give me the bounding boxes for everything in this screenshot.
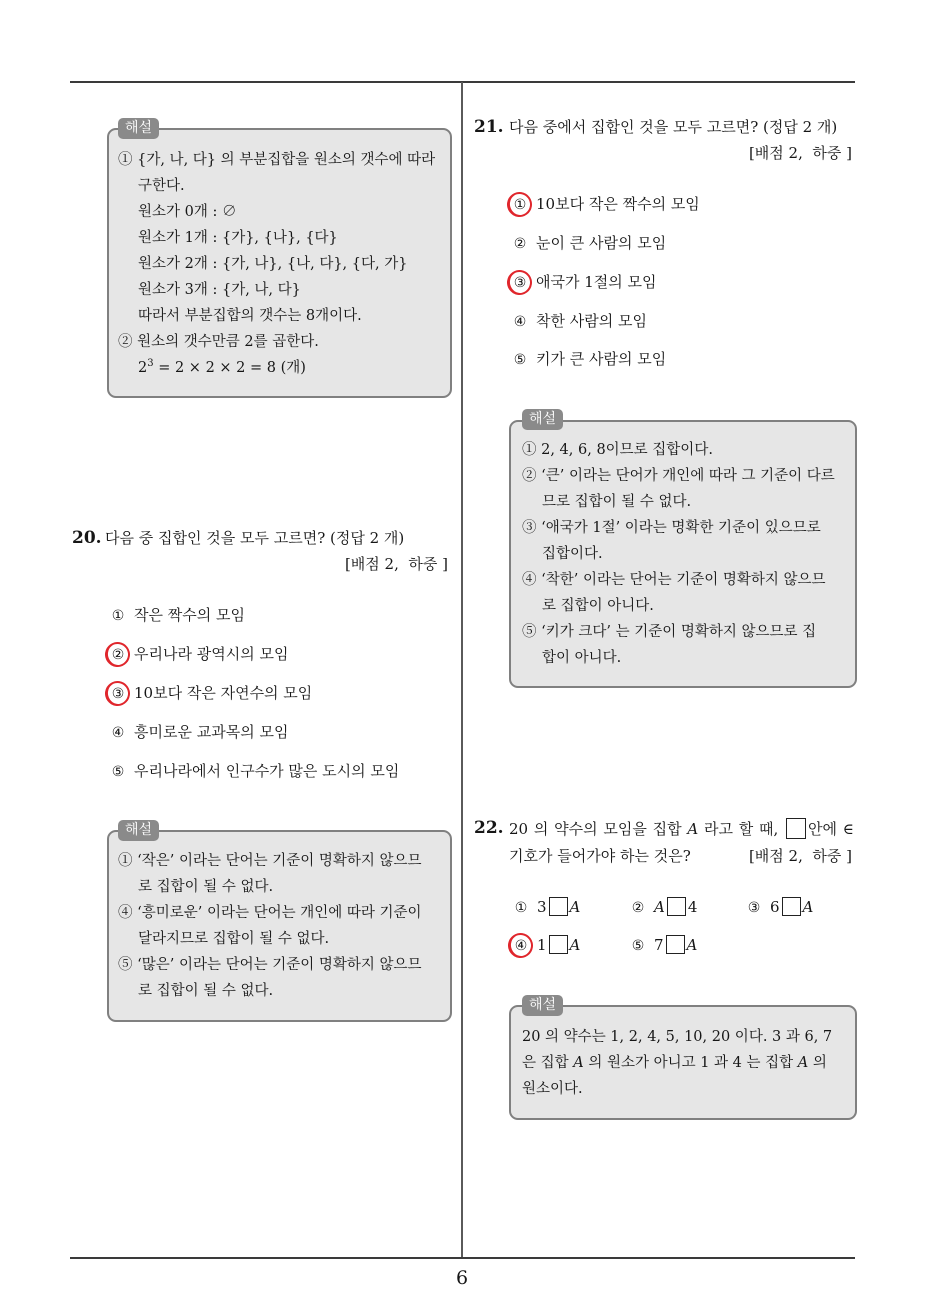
option-text: 애국가 1절의 모임 <box>536 273 657 291</box>
option-number-glyph: ⑤ <box>513 352 527 368</box>
option-4 <box>513 935 580 955</box>
option-number-glyph: ④ <box>111 725 125 741</box>
set-variable: A <box>573 1055 584 1071</box>
explanation-text: 의 <box>808 1055 827 1071</box>
formula-exponent: 3 <box>147 358 154 369</box>
explanation-line: 로 집합이 아니다. <box>542 598 654 614</box>
option-number-glyph: ② <box>111 647 125 663</box>
explanation-line: 로 집합이 될 수 없다. <box>138 879 274 895</box>
explanation-text: 의 원소가 아니고 1 과 4 는 집합 <box>583 1055 798 1071</box>
option-text: 우리나라에서 인구수가 많은 도시의 모임 <box>134 762 400 780</box>
explanation-line: 원소가 0개 : ∅ <box>138 204 237 220</box>
option-rhs: A <box>686 936 698 954</box>
explanation-line: 원소가 3개 : {가, 나, 다} <box>138 282 301 298</box>
option-number-glyph: ① <box>514 900 528 916</box>
option-2 <box>110 644 288 664</box>
option-number <box>512 312 528 332</box>
explanation-line: ④ ‘흥미로운’ 이라는 단어는 개인에 따라 기준이 <box>118 905 422 921</box>
explanation-line: ① {가, 나, 다} 의 부분집합을 원소의 갯수에 따라 <box>118 152 436 168</box>
option-2 <box>630 897 697 917</box>
explanation-line: 원소이다. <box>522 1081 583 1097</box>
question-score: [배점 2, 하중 ] <box>748 144 852 162</box>
explanation-line: 구한다. <box>138 178 185 194</box>
option-number-glyph: ② <box>513 236 527 252</box>
explanation-line: ⑤ ‘많은’ 이라는 단어는 기준이 명확하지 않으므 <box>118 957 422 973</box>
question-score: [배점 2, 하중 ] <box>344 555 448 573</box>
prompt-text: 라고 할 때, <box>698 820 784 838</box>
option-2 <box>512 233 666 253</box>
option-4 <box>110 722 288 742</box>
option-text: 흥미로운 교과목의 모임 <box>134 723 289 741</box>
option-number <box>110 762 126 782</box>
option-number <box>513 936 529 956</box>
option-1 <box>513 897 580 917</box>
explanation-line: ⑤ ‘키가 크다’ 는 기준이 명확하지 않으므로 집 <box>522 624 817 640</box>
option-rhs: A <box>569 936 581 954</box>
option-5 <box>630 935 697 955</box>
option-number <box>630 898 646 918</box>
option-number <box>512 350 528 370</box>
explanation-line: ② ‘큰’ 이라는 단어가 개인에 따라 그 기준이 다르 <box>522 468 835 484</box>
answer-mark-circle <box>102 639 132 669</box>
explanation-line: ② 원소의 갯수만큼 2를 곱한다. <box>118 334 319 350</box>
option-lhs: 1 <box>537 936 547 954</box>
option-4 <box>512 311 647 331</box>
explanation-tag: 해설 <box>118 118 159 139</box>
option-3 <box>746 897 813 917</box>
prompt-text: 20 의 약수의 모임을 집합 <box>509 820 688 838</box>
option-1 <box>110 605 245 625</box>
question-prompt-line: 기호가 들어가야 하는 것은? <box>509 847 691 865</box>
explanation-line: 원소가 1개 : {가}, {나}, {다} <box>138 230 338 246</box>
option-number-glyph: ④ <box>513 314 527 330</box>
prompt-text: 안에 ∈ <box>808 820 854 838</box>
option-number <box>512 195 528 215</box>
option-rhs: A <box>802 898 814 916</box>
option-number-glyph: ① <box>111 608 125 624</box>
explanation-line: ④ ‘착한’ 이라는 단어는 기준이 명확하지 않으므 <box>522 572 826 588</box>
answer-blank-box <box>667 897 686 916</box>
explanation-line: 므로 집합이 될 수 없다. <box>542 494 692 510</box>
option-text: 눈이 큰 사람의 모임 <box>536 234 667 252</box>
answer-mark-circle <box>102 678 132 708</box>
option-rhs: A <box>569 898 581 916</box>
option-text: 우리나라 광역시의 모임 <box>134 645 289 663</box>
explanation-formula <box>118 355 450 381</box>
formula-base: 2 <box>138 360 148 376</box>
answer-mark-circle <box>505 930 535 960</box>
option-number <box>630 936 646 956</box>
explanation-line: ③ ‘애국가 1절’ 이라는 명확한 기준이 있으므로 <box>522 520 821 536</box>
answer-blank-box <box>782 897 801 916</box>
answer-blank-box <box>549 935 568 954</box>
option-number-glyph: ④ <box>514 938 528 954</box>
bottom-rule <box>70 1257 855 1259</box>
explanation-tag: 해설 <box>118 820 159 841</box>
explanation-box <box>107 128 452 398</box>
explanation-box <box>509 1005 857 1120</box>
formula-rest: = 2 × 2 × 2 = 8 (개) <box>153 360 306 376</box>
option-number-glyph: ⑤ <box>111 764 125 780</box>
option-lhs: 6 <box>770 898 780 916</box>
option-number-glyph: ① <box>513 197 527 213</box>
option-number-glyph: ③ <box>513 275 527 291</box>
option-text: 10보다 작은 짝수의 모임 <box>536 195 700 213</box>
answer-mark-circle <box>504 189 534 219</box>
explanation-box <box>509 420 857 688</box>
explanation-line: 집합이다. <box>542 546 603 562</box>
option-number-glyph: ② <box>631 900 645 916</box>
option-number-glyph: ③ <box>111 686 125 702</box>
explanation-tag: 해설 <box>522 409 563 430</box>
option-rhs: 4 <box>687 898 698 916</box>
column-divider <box>461 82 463 1258</box>
question-score: [배점 2, 하중 ] <box>748 847 852 865</box>
question-prompt: 다음 중 집합인 것을 모두 고르면? (정답 2 개) <box>105 529 405 547</box>
set-variable: A <box>687 820 699 838</box>
explanation-line: 로 집합이 될 수 없다. <box>138 983 274 999</box>
option-text: 키가 큰 사람의 모임 <box>536 350 667 368</box>
question-prompt: 다음 중에서 집합인 것을 모두 고르면? (정답 2 개) <box>509 118 838 136</box>
option-number-glyph: ⑤ <box>631 938 645 954</box>
option-text: 10보다 작은 자연수의 모임 <box>134 684 313 702</box>
option-text: 착한 사람의 모임 <box>536 312 647 330</box>
option-text: 작은 짝수의 모임 <box>134 606 245 624</box>
option-number <box>110 606 126 626</box>
option-1 <box>512 194 700 214</box>
option-5 <box>512 349 666 369</box>
option-number <box>110 684 126 704</box>
explanation-line: 원소가 2개 : {가, 나}, {나, 다}, {다, 가} <box>138 256 408 272</box>
option-number <box>512 273 528 293</box>
option-5 <box>110 761 399 781</box>
option-lhs: 7 <box>654 936 664 954</box>
set-variable: A <box>797 1055 809 1071</box>
explanation-line: 따라서 부분집합의 갯수는 8개이다. <box>138 308 362 324</box>
explanation-line: ① ‘작은’ 이라는 단어는 기준이 명확하지 않으므 <box>118 853 422 869</box>
answer-blank-box <box>549 897 568 916</box>
explanation-box <box>107 830 452 1022</box>
explanation-line <box>522 1050 855 1076</box>
question-number: 22. <box>474 818 504 838</box>
option-number-glyph: ③ <box>747 900 761 916</box>
option-3 <box>512 272 657 292</box>
answer-blank-box <box>786 818 806 839</box>
explanation-text: 은 집합 <box>522 1055 574 1071</box>
explanation-tag: 해설 <box>522 995 563 1016</box>
answer-mark-circle <box>504 267 534 297</box>
option-lhs: A <box>654 898 665 916</box>
answer-blank-box <box>666 935 685 954</box>
explanation-line: 20 의 약수는 1, 2, 4, 5, 10, 20 이다. 3 과 6, 7 <box>522 1029 833 1045</box>
question-number: 21. <box>474 117 504 137</box>
question-prompt-line <box>509 818 854 838</box>
page-number: 6 <box>455 1267 469 1289</box>
explanation-line: ① 2, 4, 6, 8이므로 집합이다. <box>522 442 713 458</box>
option-number <box>110 723 126 743</box>
option-number <box>746 898 762 918</box>
option-number <box>512 234 528 254</box>
option-lhs: 3 <box>537 898 547 916</box>
option-3 <box>110 683 312 703</box>
explanation-line: 달라지므로 집합이 될 수 없다. <box>138 931 330 947</box>
option-number <box>513 898 529 918</box>
option-number <box>110 645 126 665</box>
explanation-line: 합이 아니다. <box>542 650 622 666</box>
question-number: 20. <box>72 528 102 548</box>
